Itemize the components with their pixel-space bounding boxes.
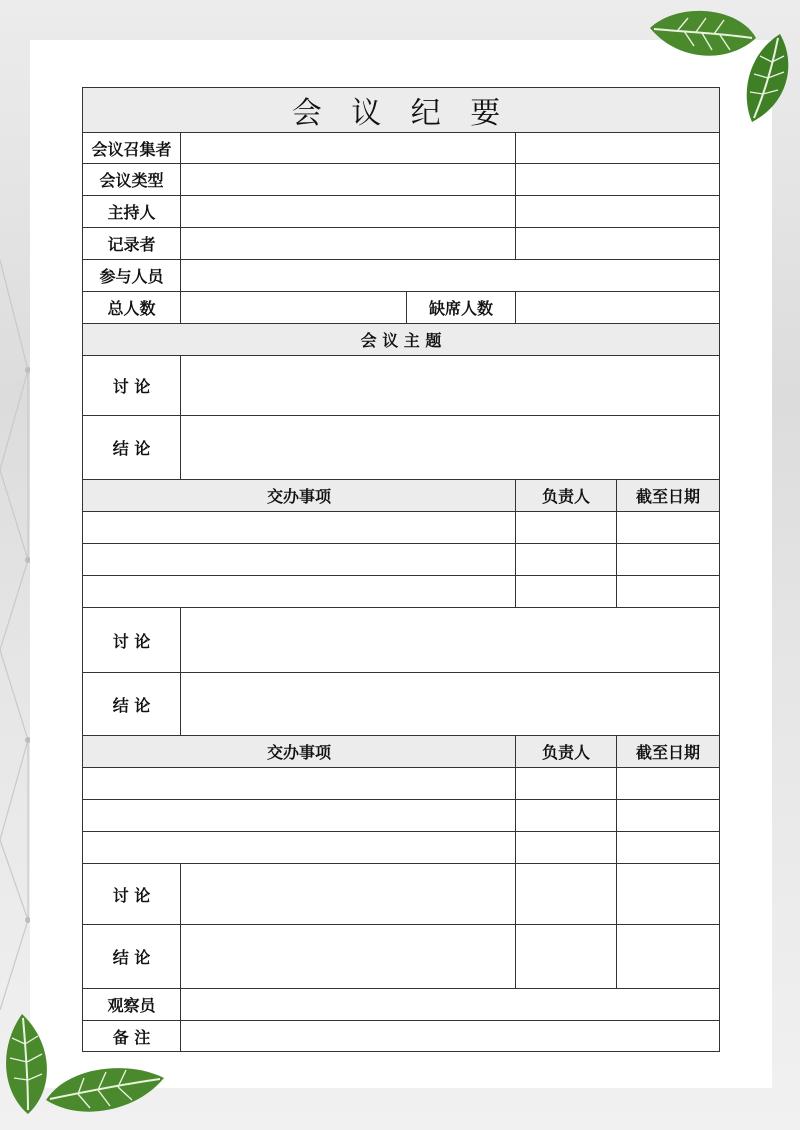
responsible-field[interactable] [516,800,617,832]
recorder-extra-field[interactable] [516,228,720,260]
conclusion-responsible-field[interactable] [516,925,617,989]
assigned-item-field[interactable] [83,768,516,800]
observer-field[interactable] [181,989,720,1021]
conclusion-field[interactable] [181,416,720,480]
deadline-field[interactable] [617,576,720,608]
deadline-header: 截至日期 [617,736,720,768]
label-convener: 会议召集者 [83,133,181,164]
deadline-header: 截至日期 [617,480,720,512]
deadline-field[interactable] [617,544,720,576]
label-total-people: 总人数 [83,292,181,324]
label-conclusion: 结 论 [83,416,181,480]
label-discussion: 讨 论 [83,864,181,925]
meeting-type-field[interactable] [181,164,516,196]
responsible-header: 负责人 [516,480,617,512]
host-field[interactable] [181,196,516,228]
assigned-items-header: 交办事项 [83,480,516,512]
assigned-item-field[interactable] [83,544,516,576]
total-people-field[interactable] [181,292,407,324]
label-absent-people: 缺席人数 [407,292,516,324]
deadline-field[interactable] [617,512,720,544]
discussion-deadline-field[interactable] [617,864,720,925]
remarks-field[interactable] [181,1021,720,1052]
leaf-icon [738,32,794,124]
label-host: 主持人 [83,196,181,228]
assigned-items-header: 交办事项 [83,736,516,768]
discussion-responsible-field[interactable] [516,864,617,925]
assigned-item-field[interactable] [83,832,516,864]
conclusion-field[interactable] [181,673,720,736]
convener-extra-field[interactable] [516,133,720,164]
responsible-field[interactable] [516,576,617,608]
convener-field[interactable] [181,133,516,164]
conclusion-field[interactable] [181,925,516,989]
absent-people-field[interactable] [516,292,720,324]
responsible-field[interactable] [516,832,617,864]
assigned-item-field[interactable] [83,576,516,608]
responsible-field[interactable] [516,512,617,544]
meeting-minutes-form [82,87,720,1052]
recorder-field[interactable] [181,228,516,260]
label-meeting-type: 会议类型 [83,164,181,196]
participants-field[interactable] [181,260,720,292]
conclusion-deadline-field[interactable] [617,925,720,989]
label-recorder: 记录者 [83,228,181,260]
meeting-type-extra-field[interactable] [516,164,720,196]
label-discussion: 讨 论 [83,608,181,673]
assigned-item-field[interactable] [83,800,516,832]
deadline-field[interactable] [617,768,720,800]
host-extra-field[interactable] [516,196,720,228]
assigned-item-field[interactable] [83,512,516,544]
form-title: 会 议 纪 要 [83,88,720,133]
label-participants: 参与人员 [83,260,181,292]
discussion-field[interactable] [181,608,720,673]
discussion-field[interactable] [181,356,720,416]
label-discussion: 讨 论 [83,356,181,416]
leaf-icon [44,1060,166,1120]
discussion-field[interactable] [181,864,516,925]
deadline-field[interactable] [617,832,720,864]
label-conclusion: 结 论 [83,673,181,736]
label-conclusion: 结 论 [83,925,181,989]
responsible-field[interactable] [516,544,617,576]
responsible-field[interactable] [516,768,617,800]
topic-header: 会 议 主 题 [83,324,720,356]
label-observer: 观察员 [83,989,181,1021]
label-remarks: 备 注 [83,1021,181,1052]
deadline-field[interactable] [617,800,720,832]
responsible-header: 负责人 [516,736,617,768]
